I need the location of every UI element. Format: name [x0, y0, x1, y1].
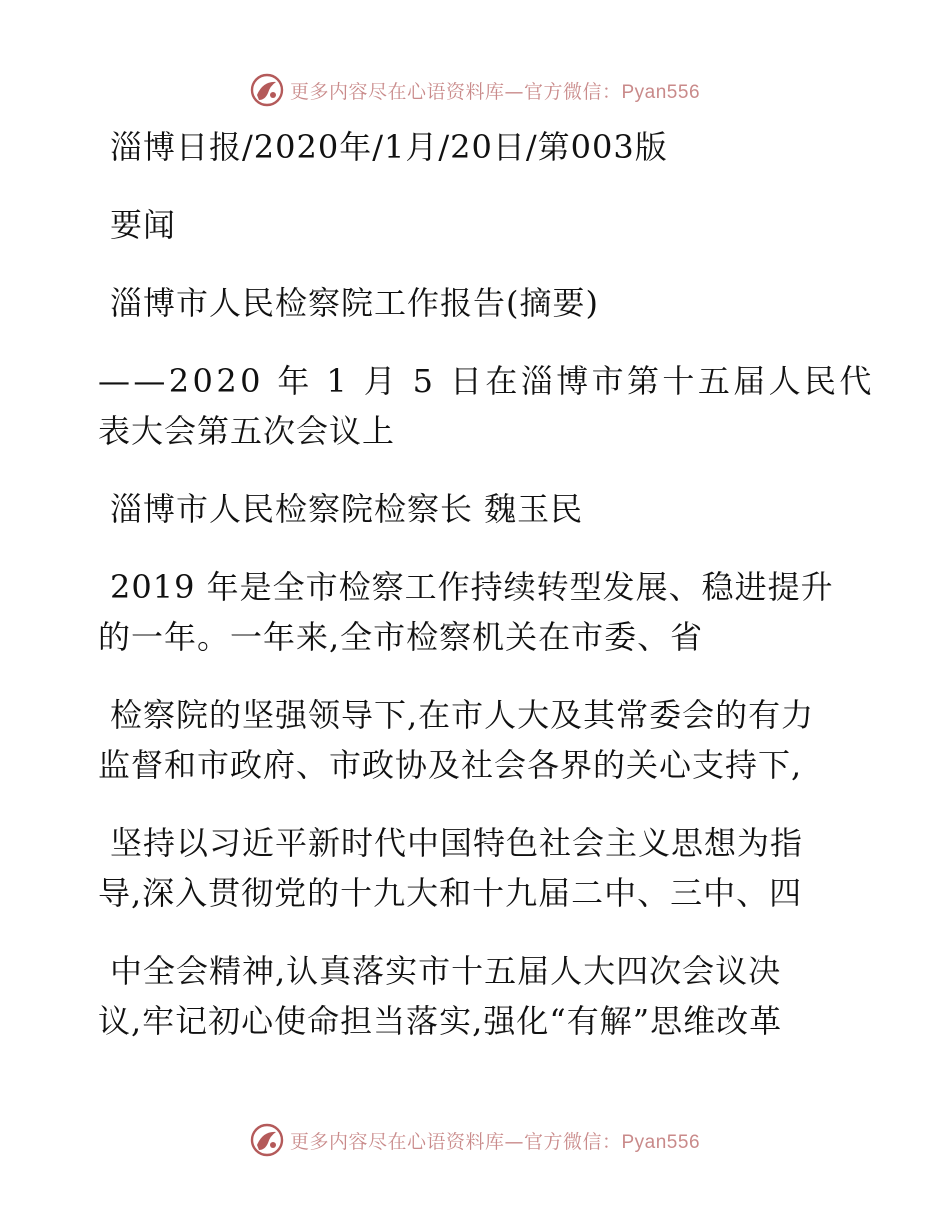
source-line: 淄博日报/2020年/1月/20日/第003版 [110, 128, 668, 166]
paragraph-line: 议,牢记初心使命担当落实,强化“有解”思维改革 [98, 1002, 783, 1040]
paragraph-line: 坚持以习近平新时代中国特色社会主义思想为指 [110, 824, 804, 862]
seal-logo-icon [250, 73, 284, 107]
paragraph-line: 中全会精神,认真落实市十五届人大四次会议决 [110, 952, 782, 990]
footer-watermark [0, 1120, 950, 1160]
paragraph-line: 2019 年是全市检察工作持续转型发展、稳进提升 [110, 568, 834, 606]
paragraph-line: 监督和市政府、市政协及社会各界的关心支持下, [98, 746, 803, 784]
document-body [98, 122, 875, 1046]
report-subtitle-line-2: 表大会第五次会议上 [98, 412, 396, 450]
section-label: 要闻 [110, 206, 177, 244]
report-author: 淄博市人民检察院检察长 魏玉民 [110, 490, 584, 528]
watermark-text: 更多内容尽在心语资料库—官方微信：Pyan556 [289, 1130, 701, 1153]
seal-logo-icon [250, 1123, 284, 1157]
report-subtitle-line-1: ——2020 年 1 月 5 日在淄博市第十五届人民代 [98, 362, 875, 400]
paragraph-line: 导,深入贯彻党的十九大和十九届二中、三中、四 [98, 874, 803, 912]
paragraph-line: 检察院的坚强领导下,在市人大及其常委会的有力 [110, 696, 815, 734]
report-title: 淄博市人民检察院工作报告(摘要) [110, 284, 599, 322]
header-watermark [0, 70, 950, 110]
paragraph-line: 的一年。一年来,全市检察机关在市委、省 [98, 618, 704, 656]
watermark-text: 更多内容尽在心语资料库—官方微信：Pyan556 [289, 80, 701, 103]
